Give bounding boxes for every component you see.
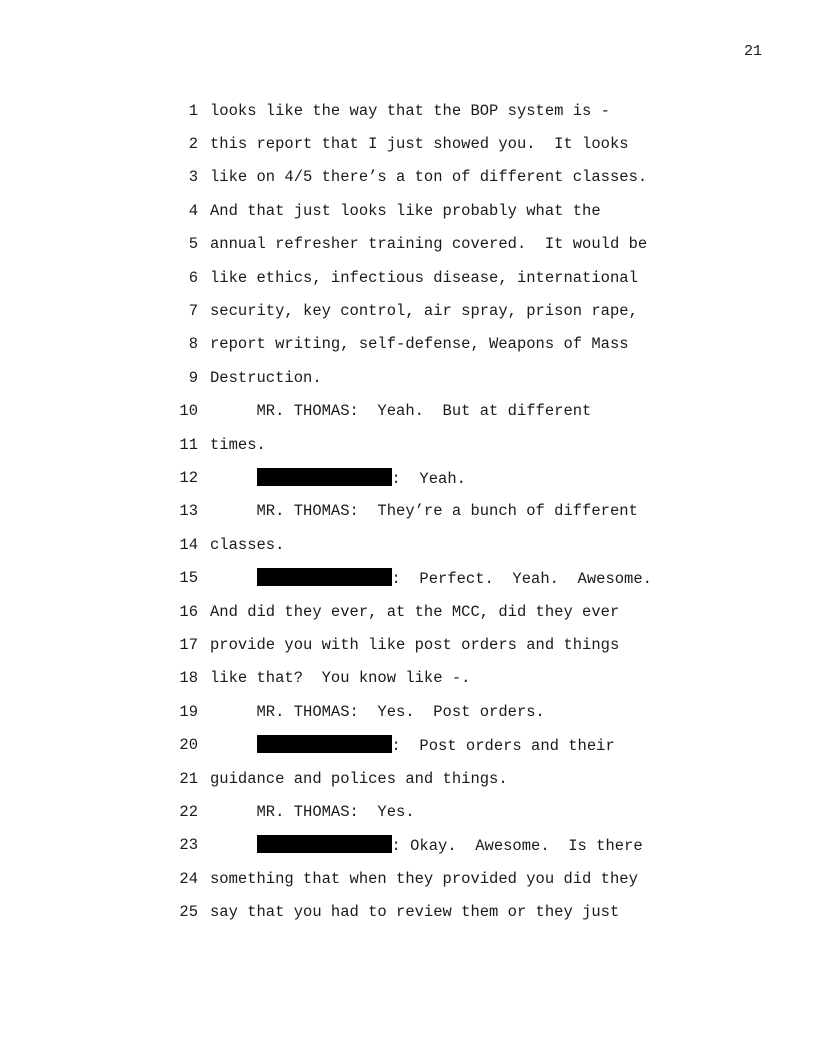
line-text: And that just looks like probably what the xyxy=(210,201,601,220)
line-text: times. xyxy=(210,435,266,454)
line-number: 17 xyxy=(179,635,198,654)
transcript-line xyxy=(170,495,690,528)
transcript-line xyxy=(170,895,690,928)
line-number: 6 xyxy=(188,268,198,287)
transcript-line xyxy=(170,428,690,461)
line-text: : Perfect. Yeah. Awesome. xyxy=(391,570,652,589)
line-text: like on 4/5 there’s a ton of different classes. xyxy=(210,168,648,187)
line-number: 22 xyxy=(179,802,198,821)
line-number: 14 xyxy=(179,535,198,554)
redaction-bar xyxy=(257,568,392,586)
line-text: : Yeah. xyxy=(391,469,466,488)
transcript-line xyxy=(170,829,690,862)
transcript-line xyxy=(170,795,690,828)
redaction-bar xyxy=(257,468,392,486)
line-number: 11 xyxy=(179,435,198,454)
line-number: 23 xyxy=(179,836,198,855)
line-number: 24 xyxy=(179,869,198,888)
line-number: 12 xyxy=(179,468,198,487)
line-number: 21 xyxy=(179,769,198,788)
line-text: guidance and polices and things. xyxy=(210,769,508,788)
line-number: 9 xyxy=(188,368,198,387)
transcript-line xyxy=(170,695,690,728)
page-number: 21 xyxy=(743,43,762,60)
line-number: 18 xyxy=(179,669,198,688)
line-number: 25 xyxy=(179,903,198,922)
redaction-bar xyxy=(257,735,392,753)
line-number: 2 xyxy=(188,135,198,154)
transcript-line xyxy=(170,561,690,594)
line-text: : Okay. Awesome. Is there xyxy=(391,837,643,856)
line-text: looks like the way that the BOP system is - xyxy=(210,101,610,120)
line-text: something that when they provided you did they xyxy=(210,869,638,888)
line-text: Destruction. xyxy=(210,368,322,387)
line-text: And did they ever, at the MCC, did they ever xyxy=(210,602,620,621)
line-text: MR. THOMAS: They’re a bunch of different xyxy=(210,502,638,521)
transcript-body xyxy=(170,94,690,929)
transcript-line xyxy=(170,528,690,561)
line-number: 8 xyxy=(188,335,198,354)
line-text: classes. xyxy=(210,535,285,554)
line-number: 4 xyxy=(188,201,198,220)
line-number: 7 xyxy=(188,302,198,321)
line-text: report writing, self-defense, Weapons of Mass xyxy=(210,335,629,354)
line-text: say that you had to review them or they just xyxy=(210,903,620,922)
line-number: 16 xyxy=(179,602,198,621)
transcript-line xyxy=(170,94,690,127)
line-text: MR. THOMAS: Yes. xyxy=(210,802,415,821)
line-text: : Post orders and their xyxy=(391,737,615,756)
transcript-line xyxy=(170,228,690,261)
line-number: 1 xyxy=(188,101,198,120)
transcript-line xyxy=(170,395,690,428)
line-text-redacted xyxy=(210,735,615,755)
line-number: 5 xyxy=(188,235,198,254)
line-number: 13 xyxy=(179,502,198,521)
line-number: 3 xyxy=(188,168,198,187)
transcript-line xyxy=(170,294,690,327)
line-number: 19 xyxy=(179,702,198,721)
line-text: MR. THOMAS: Yes. Post orders. xyxy=(210,702,545,721)
transcript-line xyxy=(170,261,690,294)
transcript-line xyxy=(170,762,690,795)
transcript-line xyxy=(170,461,690,494)
transcript-line xyxy=(170,127,690,160)
line-text-redacted xyxy=(210,468,466,488)
transcript-line xyxy=(170,194,690,227)
line-text: security, key control, air spray, prison rape, xyxy=(210,302,638,321)
line-text: MR. THOMAS: Yeah. But at different xyxy=(210,402,592,421)
transcript-line xyxy=(170,328,690,361)
line-text-redacted xyxy=(210,835,643,855)
line-number: 10 xyxy=(179,402,198,421)
redaction-bar xyxy=(257,835,392,853)
transcript-line xyxy=(170,361,690,394)
transcript-line xyxy=(170,862,690,895)
line-number: 15 xyxy=(179,569,198,588)
line-text-redacted xyxy=(210,568,652,588)
line-text: provide you with like post orders and things xyxy=(210,635,620,654)
transcript-line xyxy=(170,662,690,695)
line-number: 20 xyxy=(179,736,198,755)
transcript-line xyxy=(170,161,690,194)
line-text: this report that I just showed you. It looks xyxy=(210,135,629,154)
line-text: like that? You know like -. xyxy=(210,669,471,688)
line-text: like ethics, infectious disease, international xyxy=(210,268,638,287)
line-text: annual refresher training covered. It would be xyxy=(210,235,648,254)
transcript-line xyxy=(170,628,690,661)
transcript-line xyxy=(170,728,690,761)
transcript-line xyxy=(170,595,690,628)
